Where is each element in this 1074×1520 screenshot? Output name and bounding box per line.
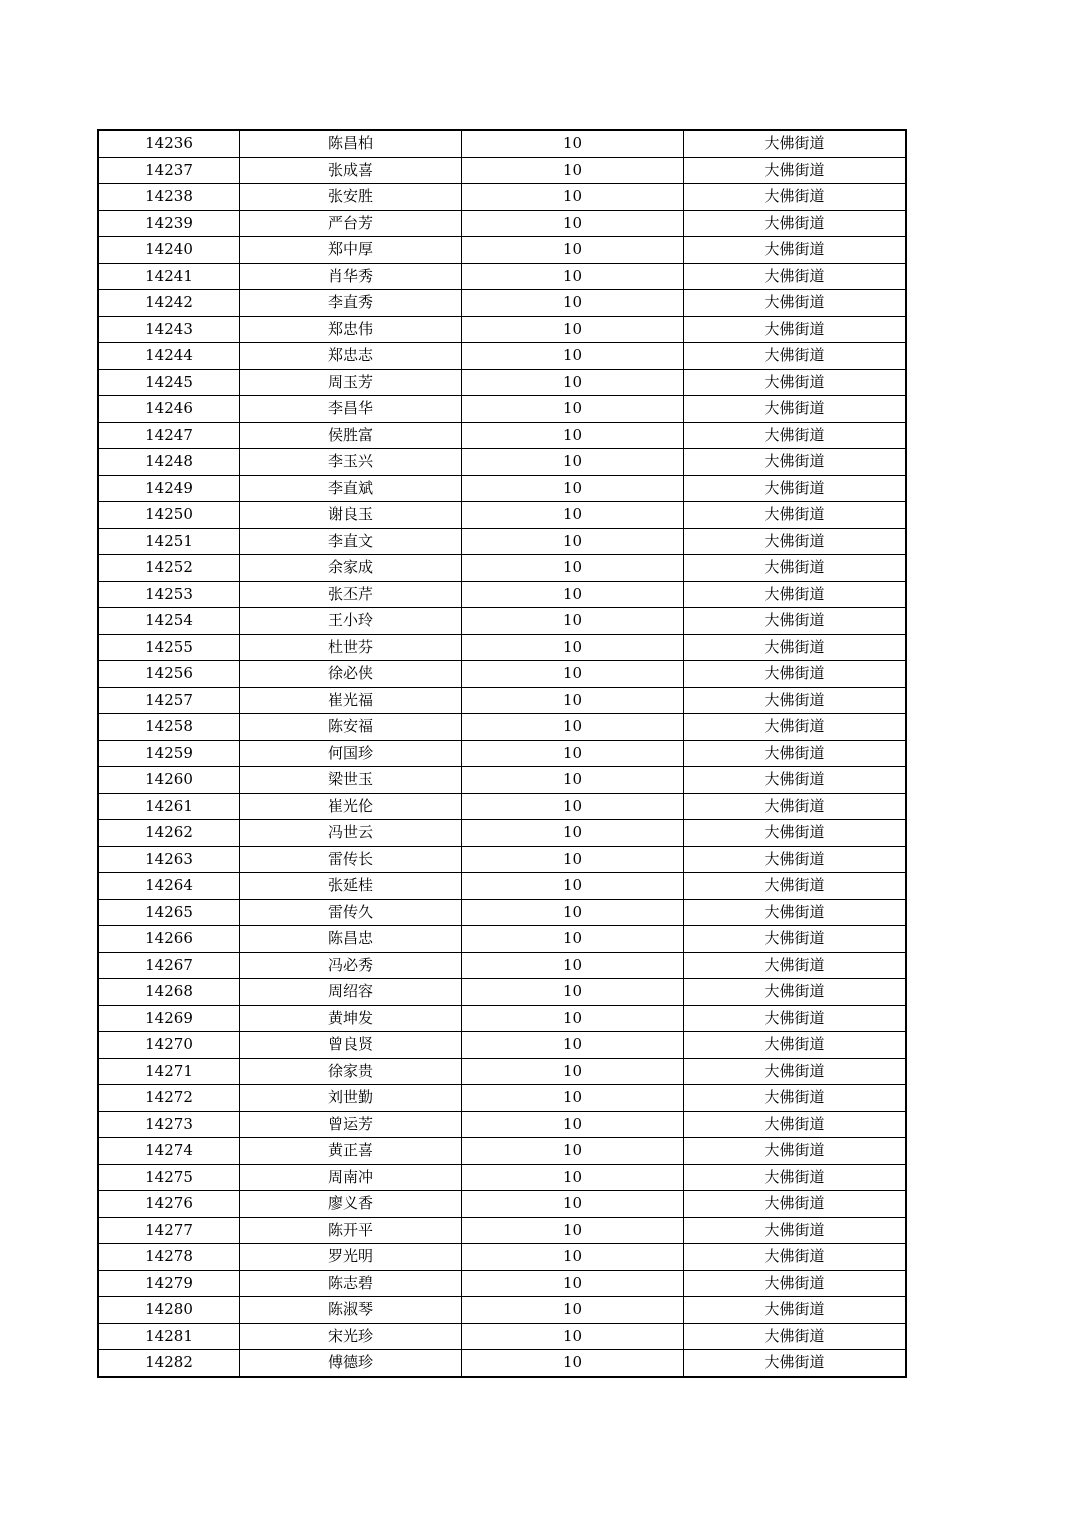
- cell-id: 14257: [98, 687, 240, 714]
- cell-amount: 10: [462, 1164, 684, 1191]
- cell-amount: 10: [462, 846, 684, 873]
- table-row: [98, 1138, 906, 1165]
- cell-street: 大佛街道: [684, 475, 907, 502]
- cell-street: 大佛街道: [684, 1323, 907, 1350]
- cell-street: 大佛街道: [684, 1191, 907, 1218]
- cell-name: 严台芳: [240, 210, 462, 237]
- cell-street: 大佛街道: [684, 661, 907, 688]
- cell-id: 14260: [98, 767, 240, 794]
- cell-street: 大佛街道: [684, 687, 907, 714]
- table-row: [98, 1111, 906, 1138]
- cell-street: 大佛街道: [684, 290, 907, 317]
- table-row: [98, 979, 906, 1006]
- cell-amount: 10: [462, 899, 684, 926]
- cell-name: 周南冲: [240, 1164, 462, 1191]
- cell-amount: 10: [462, 740, 684, 767]
- table-row: [98, 899, 906, 926]
- cell-id: 14252: [98, 555, 240, 582]
- cell-name: 肖华秀: [240, 263, 462, 290]
- cell-street: 大佛街道: [684, 608, 907, 635]
- cell-name: 梁世玉: [240, 767, 462, 794]
- cell-id: 14246: [98, 396, 240, 423]
- cell-id: 14272: [98, 1085, 240, 1112]
- table-row: [98, 926, 906, 953]
- cell-amount: 10: [462, 687, 684, 714]
- cell-id: 14279: [98, 1270, 240, 1297]
- cell-amount: 10: [462, 1323, 684, 1350]
- cell-amount: 10: [462, 1005, 684, 1032]
- cell-name: 崔光福: [240, 687, 462, 714]
- cell-id: 14250: [98, 502, 240, 529]
- cell-street: 大佛街道: [684, 740, 907, 767]
- cell-name: 陈昌忠: [240, 926, 462, 953]
- table-body: [98, 130, 906, 1377]
- cell-name: 谢良玉: [240, 502, 462, 529]
- cell-id: 14261: [98, 793, 240, 820]
- cell-id: 14248: [98, 449, 240, 476]
- cell-id: 14267: [98, 952, 240, 979]
- cell-amount: 10: [462, 1085, 684, 1112]
- cell-name: 雷传长: [240, 846, 462, 873]
- cell-name: 杜世芬: [240, 634, 462, 661]
- cell-street: 大佛街道: [684, 1244, 907, 1271]
- table-row: [98, 1085, 906, 1112]
- cell-amount: 10: [462, 290, 684, 317]
- cell-street: 大佛街道: [684, 1270, 907, 1297]
- cell-name: 余家成: [240, 555, 462, 582]
- cell-street: 大佛街道: [684, 396, 907, 423]
- cell-amount: 10: [462, 767, 684, 794]
- cell-street: 大佛街道: [684, 157, 907, 184]
- table-row: [98, 820, 906, 847]
- table-row: [98, 130, 906, 157]
- cell-name: 李直斌: [240, 475, 462, 502]
- cell-name: 陈志碧: [240, 1270, 462, 1297]
- table-row: [98, 608, 906, 635]
- cell-name: 何国珍: [240, 740, 462, 767]
- cell-street: 大佛街道: [684, 714, 907, 741]
- cell-name: 曾运芳: [240, 1111, 462, 1138]
- cell-amount: 10: [462, 1270, 684, 1297]
- cell-street: 大佛街道: [684, 926, 907, 953]
- cell-amount: 10: [462, 1350, 684, 1377]
- table-row: [98, 1323, 906, 1350]
- cell-id: 14242: [98, 290, 240, 317]
- cell-name: 宋光珍: [240, 1323, 462, 1350]
- table-row: [98, 184, 906, 211]
- cell-amount: 10: [462, 634, 684, 661]
- table-row: [98, 157, 906, 184]
- table-row: [98, 263, 906, 290]
- cell-name: 曾良贤: [240, 1032, 462, 1059]
- cell-id: 14256: [98, 661, 240, 688]
- cell-amount: 10: [462, 1058, 684, 1085]
- cell-street: 大佛街道: [684, 502, 907, 529]
- cell-amount: 10: [462, 1244, 684, 1271]
- cell-name: 雷传久: [240, 899, 462, 926]
- cell-name: 刘世勤: [240, 1085, 462, 1112]
- table-row: [98, 634, 906, 661]
- cell-amount: 10: [462, 184, 684, 211]
- cell-name: 冯必秀: [240, 952, 462, 979]
- cell-street: 大佛街道: [684, 422, 907, 449]
- cell-name: 徐必侠: [240, 661, 462, 688]
- cell-id: 14281: [98, 1323, 240, 1350]
- cell-id: 14251: [98, 528, 240, 555]
- cell-amount: 10: [462, 952, 684, 979]
- cell-name: 周绍容: [240, 979, 462, 1006]
- cell-name: 张丕芹: [240, 581, 462, 608]
- cell-id: 14244: [98, 343, 240, 370]
- cell-name: 郑忠伟: [240, 316, 462, 343]
- cell-amount: 10: [462, 475, 684, 502]
- table-row: [98, 290, 906, 317]
- cell-id: 14271: [98, 1058, 240, 1085]
- cell-amount: 10: [462, 873, 684, 900]
- cell-amount: 10: [462, 157, 684, 184]
- cell-amount: 10: [462, 1138, 684, 1165]
- cell-id: 14266: [98, 926, 240, 953]
- cell-id: 14241: [98, 263, 240, 290]
- cell-street: 大佛街道: [684, 793, 907, 820]
- cell-amount: 10: [462, 1111, 684, 1138]
- cell-amount: 10: [462, 1032, 684, 1059]
- cell-amount: 10: [462, 528, 684, 555]
- cell-name: 陈淑琴: [240, 1297, 462, 1324]
- table-row: [98, 555, 906, 582]
- cell-street: 大佛街道: [684, 1164, 907, 1191]
- cell-name: 傅德珍: [240, 1350, 462, 1377]
- cell-id: 14265: [98, 899, 240, 926]
- cell-amount: 10: [462, 979, 684, 1006]
- cell-amount: 10: [462, 263, 684, 290]
- table-row: [98, 1217, 906, 1244]
- cell-amount: 10: [462, 210, 684, 237]
- cell-amount: 10: [462, 237, 684, 264]
- cell-id: 14258: [98, 714, 240, 741]
- cell-id: 14264: [98, 873, 240, 900]
- table-row: [98, 581, 906, 608]
- cell-amount: 10: [462, 502, 684, 529]
- table-row: [98, 210, 906, 237]
- table-row: [98, 873, 906, 900]
- cell-name: 李直文: [240, 528, 462, 555]
- table-row: [98, 343, 906, 370]
- cell-name: 郑忠志: [240, 343, 462, 370]
- cell-street: 大佛街道: [684, 343, 907, 370]
- cell-street: 大佛街道: [684, 634, 907, 661]
- table-row: [98, 793, 906, 820]
- cell-id: 14280: [98, 1297, 240, 1324]
- cell-id: 14278: [98, 1244, 240, 1271]
- table-row: [98, 661, 906, 688]
- table-row: [98, 1058, 906, 1085]
- table-row: [98, 396, 906, 423]
- cell-street: 大佛街道: [684, 1138, 907, 1165]
- table-row: [98, 1270, 906, 1297]
- cell-name: 李玉兴: [240, 449, 462, 476]
- cell-street: 大佛街道: [684, 952, 907, 979]
- cell-street: 大佛街道: [684, 1111, 907, 1138]
- cell-id: 14245: [98, 369, 240, 396]
- cell-street: 大佛街道: [684, 1085, 907, 1112]
- cell-name: 冯世云: [240, 820, 462, 847]
- cell-street: 大佛街道: [684, 369, 907, 396]
- table-row: [98, 369, 906, 396]
- cell-street: 大佛街道: [684, 449, 907, 476]
- cell-name: 罗光明: [240, 1244, 462, 1271]
- cell-amount: 10: [462, 449, 684, 476]
- cell-street: 大佛街道: [684, 263, 907, 290]
- cell-amount: 10: [462, 555, 684, 582]
- cell-amount: 10: [462, 608, 684, 635]
- cell-amount: 10: [462, 396, 684, 423]
- cell-name: 陈安福: [240, 714, 462, 741]
- cell-street: 大佛街道: [684, 820, 907, 847]
- cell-name: 黄坤发: [240, 1005, 462, 1032]
- cell-name: 廖义香: [240, 1191, 462, 1218]
- table-row: [98, 1244, 906, 1271]
- cell-amount: 10: [462, 422, 684, 449]
- cell-amount: 10: [462, 820, 684, 847]
- cell-street: 大佛街道: [684, 873, 907, 900]
- cell-id: 14249: [98, 475, 240, 502]
- cell-amount: 10: [462, 369, 684, 396]
- table-row: [98, 1032, 906, 1059]
- table-row: [98, 952, 906, 979]
- cell-id: 14240: [98, 237, 240, 264]
- cell-street: 大佛街道: [684, 1217, 907, 1244]
- cell-street: 大佛街道: [684, 1058, 907, 1085]
- cell-street: 大佛街道: [684, 1005, 907, 1032]
- cell-street: 大佛街道: [684, 528, 907, 555]
- table-row: [98, 237, 906, 264]
- cell-street: 大佛街道: [684, 1350, 907, 1377]
- cell-street: 大佛街道: [684, 1032, 907, 1059]
- cell-name: 崔光伦: [240, 793, 462, 820]
- cell-amount: 10: [462, 1217, 684, 1244]
- cell-name: 张安胜: [240, 184, 462, 211]
- cell-street: 大佛街道: [684, 237, 907, 264]
- table-row: [98, 714, 906, 741]
- cell-name: 徐家贵: [240, 1058, 462, 1085]
- cell-name: 陈昌柏: [240, 130, 462, 157]
- table-row: [98, 1191, 906, 1218]
- cell-street: 大佛街道: [684, 846, 907, 873]
- cell-id: 14239: [98, 210, 240, 237]
- cell-street: 大佛街道: [684, 130, 907, 157]
- table-row: [98, 767, 906, 794]
- table-row: [98, 475, 906, 502]
- cell-street: 大佛街道: [684, 316, 907, 343]
- cell-id: 14255: [98, 634, 240, 661]
- cell-id: 14253: [98, 581, 240, 608]
- cell-id: 14263: [98, 846, 240, 873]
- cell-id: 14269: [98, 1005, 240, 1032]
- cell-id: 14243: [98, 316, 240, 343]
- table-row: [98, 502, 906, 529]
- cell-id: 14237: [98, 157, 240, 184]
- cell-amount: 10: [462, 343, 684, 370]
- cell-name: 郑中厚: [240, 237, 462, 264]
- table-row: [98, 846, 906, 873]
- cell-id: 14238: [98, 184, 240, 211]
- table-row: [98, 1164, 906, 1191]
- table-row: [98, 422, 906, 449]
- cell-name: 张延桂: [240, 873, 462, 900]
- cell-id: 14262: [98, 820, 240, 847]
- table-row: [98, 316, 906, 343]
- cell-amount: 10: [462, 661, 684, 688]
- cell-name: 李直秀: [240, 290, 462, 317]
- cell-amount: 10: [462, 793, 684, 820]
- cell-name: 李昌华: [240, 396, 462, 423]
- cell-id: 14277: [98, 1217, 240, 1244]
- table-row: [98, 687, 906, 714]
- cell-id: 14275: [98, 1164, 240, 1191]
- cell-id: 14254: [98, 608, 240, 635]
- cell-street: 大佛街道: [684, 184, 907, 211]
- cell-street: 大佛街道: [684, 555, 907, 582]
- cell-id: 14282: [98, 1350, 240, 1377]
- cell-street: 大佛街道: [684, 767, 907, 794]
- cell-street: 大佛街道: [684, 210, 907, 237]
- cell-street: 大佛街道: [684, 581, 907, 608]
- cell-id: 14247: [98, 422, 240, 449]
- cell-id: 14273: [98, 1111, 240, 1138]
- cell-id: 14276: [98, 1191, 240, 1218]
- table-row: [98, 1005, 906, 1032]
- cell-name: 侯胜富: [240, 422, 462, 449]
- cell-name: 张成喜: [240, 157, 462, 184]
- data-table: [97, 129, 907, 1378]
- cell-amount: 10: [462, 1297, 684, 1324]
- table-row: [98, 449, 906, 476]
- cell-id: 14274: [98, 1138, 240, 1165]
- cell-street: 大佛街道: [684, 1297, 907, 1324]
- cell-amount: 10: [462, 926, 684, 953]
- cell-id: 14259: [98, 740, 240, 767]
- cell-id: 14268: [98, 979, 240, 1006]
- cell-name: 周玉芳: [240, 369, 462, 396]
- cell-street: 大佛街道: [684, 899, 907, 926]
- cell-id: 14270: [98, 1032, 240, 1059]
- cell-amount: 10: [462, 130, 684, 157]
- cell-name: 黄正喜: [240, 1138, 462, 1165]
- table-row: [98, 740, 906, 767]
- cell-name: 王小玲: [240, 608, 462, 635]
- table-row: [98, 528, 906, 555]
- cell-street: 大佛街道: [684, 979, 907, 1006]
- table-row: [98, 1350, 906, 1377]
- cell-name: 陈开平: [240, 1217, 462, 1244]
- cell-amount: 10: [462, 1191, 684, 1218]
- table-row: [98, 1297, 906, 1324]
- cell-amount: 10: [462, 581, 684, 608]
- cell-amount: 10: [462, 316, 684, 343]
- cell-amount: 10: [462, 714, 684, 741]
- cell-id: 14236: [98, 130, 240, 157]
